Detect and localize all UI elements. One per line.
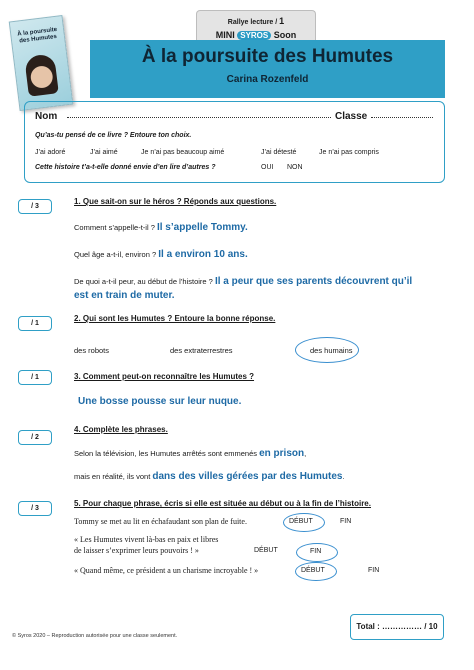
question-4-title: 4. Complète les phrases. xyxy=(74,425,168,434)
q5-p1-debut[interactable]: DÉBUT xyxy=(289,518,313,525)
q3-answer: Une bosse pousse sur leur nuque. xyxy=(78,396,242,407)
score-box-q5: / 3 xyxy=(18,501,52,516)
book-cover-portrait xyxy=(24,53,59,96)
score-box-q4: / 2 xyxy=(18,430,52,445)
book-title: À la poursuite des Humutes xyxy=(141,46,394,67)
question-2-title: 2. Qui sont les Humutes ? Entoure la bonne réponse. xyxy=(74,314,276,323)
q5-p3-debut[interactable]: DÉBUT xyxy=(301,567,325,574)
opinion-option-pas-compris[interactable]: Je n’ai pas compris xyxy=(319,149,379,156)
q5-p2-fin[interactable]: FIN xyxy=(310,548,322,555)
q1-answer-3: Il a peur que ses parents découvrent qu’il xyxy=(214,276,413,287)
score-box-q1: / 3 xyxy=(18,199,52,214)
total-score-box: Total : …………… / 10 xyxy=(350,614,444,640)
envie-option-oui[interactable]: OUI xyxy=(261,164,274,171)
q4-s2-text: mais en réalité, ils vont xyxy=(74,472,151,481)
question-5-title: 5. Pour chaque phrase, écris si elle est située au début ou à la fin de l’histoire. xyxy=(74,499,371,508)
q4-s2-answer: dans des villes gérées par des Humutes xyxy=(152,471,343,482)
collection-label xyxy=(197,30,315,40)
rallye-number: 1 xyxy=(279,16,285,26)
q1-question-3: De quoi a-t-il peur, au début de l’histoire ? xyxy=(74,277,213,286)
q5-phrase-3: « Quand même, ce président a un charisme incroyable ! » xyxy=(74,566,259,575)
q1-question-2: Quel âge a-t-il, environ ? xyxy=(74,250,157,259)
book-cover-title: À la poursuite des Humutes xyxy=(16,26,58,45)
book-author: Carina Rozenfeld xyxy=(226,74,309,85)
opinion-question: Qu’as-tu pensé de ce livre ? Entoure ton choix. xyxy=(35,132,192,139)
q1-line-3-cont xyxy=(74,290,175,301)
q5-p3-fin[interactable]: FIN xyxy=(368,567,380,574)
nom-field[interactable] xyxy=(67,116,331,118)
q1-answer-1: Il s’appelle Tommy. xyxy=(156,222,248,233)
nom-label: Nom xyxy=(35,111,58,122)
question-3-title: 3. Comment peut-on reconnaître les Humutes ? xyxy=(74,372,255,381)
q2-option-extraterrestres[interactable]: des extraterrestres xyxy=(170,346,233,355)
q4-s1-text: Selon la télévision, les Humutes arrêtés sont emmenés xyxy=(74,449,258,458)
syros-logo: SYROS xyxy=(237,31,271,40)
q4-sentence-1 xyxy=(74,448,306,459)
q2-option-humains[interactable]: des humains xyxy=(310,346,353,355)
classe-field[interactable] xyxy=(371,116,433,118)
q1-line-3 xyxy=(74,276,412,287)
q1-answer-2: Il a environ 10 ans. xyxy=(158,249,248,260)
score-box-q2: / 1 xyxy=(18,316,52,331)
q4-sentence-2 xyxy=(74,471,345,482)
q5-phrase-1: Tommy se met au lit en échafaudant son plan de fuite. xyxy=(74,517,247,526)
collection-pre: MINI xyxy=(215,30,235,40)
q5-p2-debut[interactable]: DÉBUT xyxy=(254,547,278,554)
rallye-label: Rallye lecture / 1 xyxy=(227,16,285,26)
opinion-option-aime[interactable]: J’ai aimé xyxy=(90,149,118,156)
score-box-q3: / 1 xyxy=(18,370,52,385)
q1-question-1: Comment s’appelle-t-il ? xyxy=(74,223,155,232)
collection-post: Soon xyxy=(273,30,297,40)
opinion-option-adore[interactable]: J’ai adoré xyxy=(35,149,66,156)
envie-option-non[interactable]: NON xyxy=(287,164,303,171)
question-1-title: 1. Que sait-on sur le héros ? Réponds aux questions. xyxy=(74,197,277,206)
q4-s2-punct: . xyxy=(342,472,345,481)
classe-label: Classe xyxy=(335,111,368,122)
q5-phrase-2b: de laisser s’exprimer leurs pouvoirs ! » xyxy=(74,546,199,555)
q1-answer-3-cont: est en train de muter. xyxy=(74,290,175,301)
opinion-option-pas-aime[interactable]: Je n’ai pas beaucoup aimé xyxy=(141,149,225,156)
q5-phrase-2a: « Les Humutes vivent là-bas en paix et libres xyxy=(74,535,219,544)
rallye-text: Rallye lecture xyxy=(227,19,274,26)
student-info-box xyxy=(24,101,445,183)
q4-s1-answer: en prison xyxy=(259,448,305,459)
opinion-option-deteste[interactable]: J’ai détesté xyxy=(261,149,297,156)
q1-line-1 xyxy=(74,222,248,233)
book-cover-image xyxy=(9,15,74,111)
copyright-footer: © Syros 2020 – Reproduction autorisée pour une classe seulement. xyxy=(12,633,178,639)
envie-question: Cette histoire t’a-t-elle donné envie d’en lire d’autres ? xyxy=(35,164,216,171)
q5-p1-fin[interactable]: FIN xyxy=(340,518,352,525)
q2-option-robots[interactable]: des robots xyxy=(74,346,110,355)
q4-s1-punct: , xyxy=(304,449,307,458)
q1-line-2 xyxy=(74,249,248,260)
